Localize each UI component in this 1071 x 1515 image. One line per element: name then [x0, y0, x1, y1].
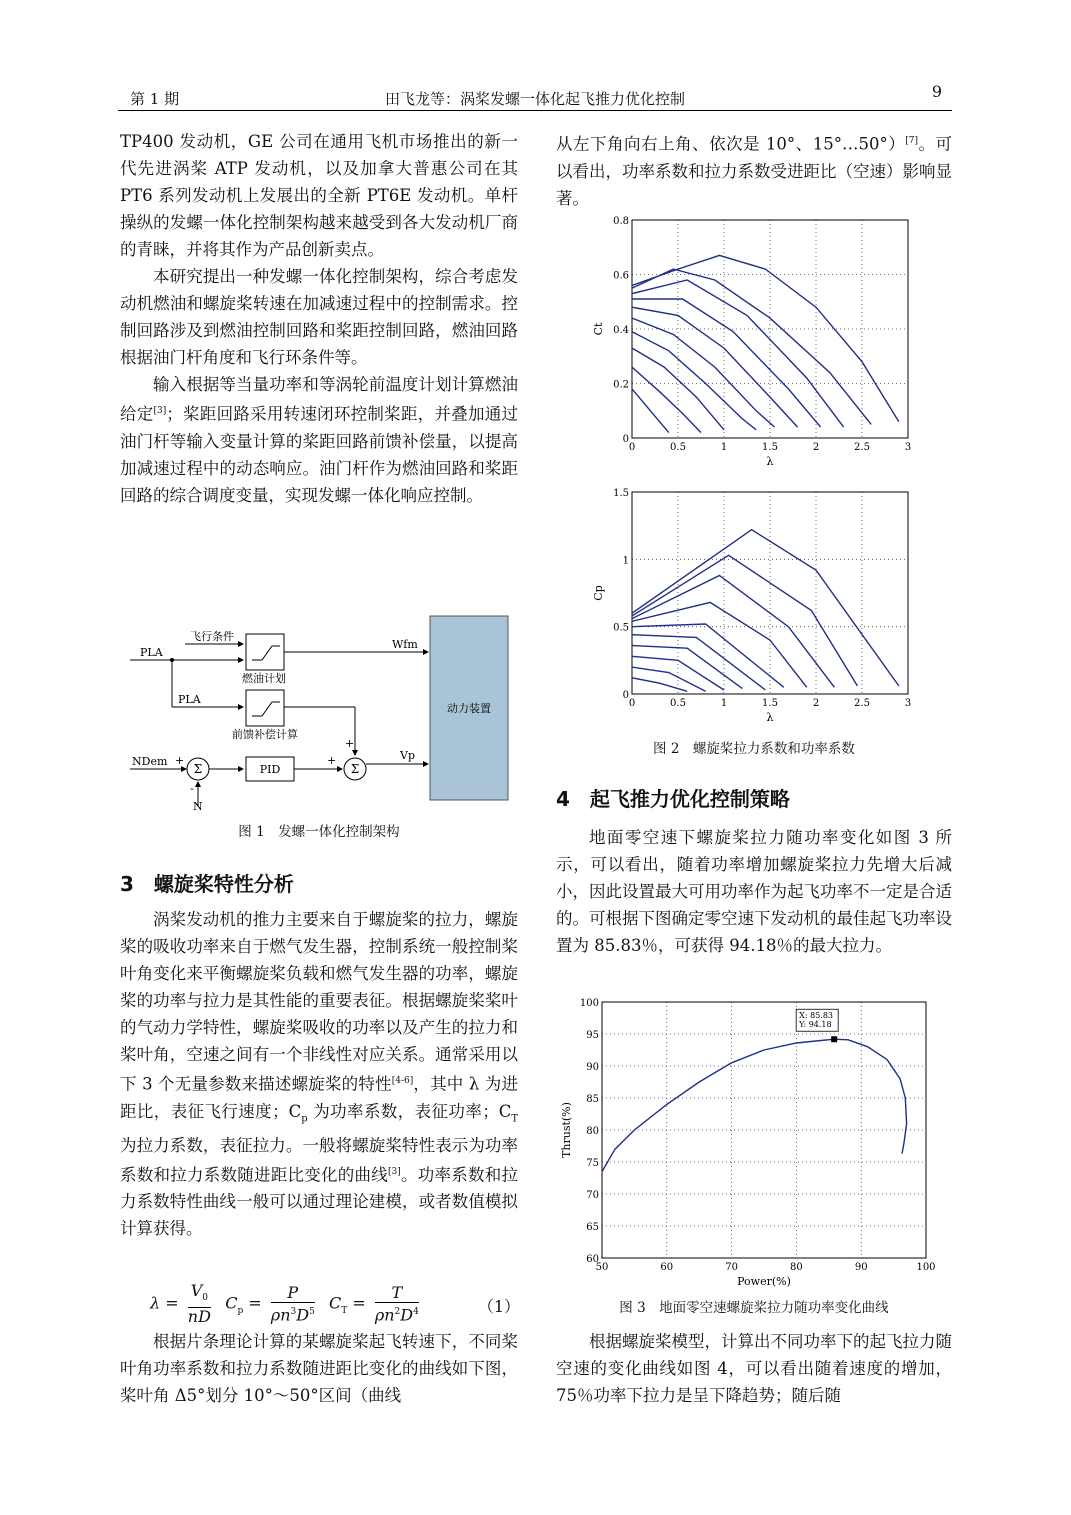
paragraph: 根据片条理论计算的某螺旋桨起飞转速下，不同桨叶角功率系数和拉力系数随进距比变化的曲线如下图，桨叶角 Δ5°划分 10°～50°区间（曲线 [120, 1332, 518, 1405]
minus-sign: - [190, 782, 194, 795]
pla-label-2: PLA [178, 693, 201, 706]
x-tick-label: 2 [812, 442, 820, 453]
feedforward-label: 前馈补偿计算 [232, 728, 298, 741]
y-axis-label: Thrust(%) [560, 1102, 573, 1158]
paragraph [120, 371, 518, 509]
citation: [3] [153, 406, 167, 416]
left-column-top [120, 128, 518, 509]
x-tick-label: 0.5 [670, 442, 686, 453]
citation: [7] [905, 136, 918, 146]
n-label: N [193, 800, 203, 812]
series-line [632, 255, 899, 421]
wfm-label: Wfm [392, 638, 418, 651]
text: 涡桨发动机的推力主要来自于螺旋桨的拉力，螺旋桨的吸收功率来自于燃气发生器，控制系统一般控制桨叶角变化来平衡螺旋桨负载和燃气发生器的功率，螺旋桨的功率与拉力是其性能的重要表征。根据螺旋桨桨叶的气动力学特性，螺旋桨吸收的功率以及产生的拉力和桨叶角，空速之间有一个非线性对应关系。通常采用以下 3 个无量参数来描述螺旋桨的特性 [120, 910, 518, 1094]
series-line [632, 555, 857, 686]
ct-chart [590, 212, 920, 474]
section-3-heading: 3 螺旋桨特性分析 [120, 872, 294, 896]
subscript: p [301, 1112, 308, 1124]
y-tick-label: 60 [586, 1254, 599, 1265]
text: 。可以看出，功率系数和拉力系数受进距比（空速）影响显著。 [556, 134, 953, 208]
paragraph [556, 128, 952, 212]
section-4-heading: 4 起飞推力优化控制策略 [556, 787, 790, 811]
x-tick-label: 0 [628, 442, 636, 453]
x-tick-label: 0 [628, 698, 636, 709]
x-tick-label: 2.5 [854, 698, 870, 709]
y-axis-label: Ct [592, 322, 605, 336]
right-column-body [556, 824, 952, 959]
series-line [602, 1039, 907, 1171]
y-tick-label: 70 [586, 1190, 599, 1201]
y-tick-label: 1.5 [613, 488, 629, 499]
x-tick-label: 3 [904, 698, 912, 709]
x-tick-label: 1 [720, 442, 728, 453]
text: 输入根据等当量功率和等涡轮前温度计划计算燃油给定 [120, 375, 518, 424]
datatip-label: X: 85.83 [799, 1011, 834, 1021]
control-architecture-diagram [130, 612, 515, 812]
x-tick-label: 3 [904, 442, 912, 453]
series-line [632, 269, 871, 424]
plus-sign: + [345, 737, 355, 750]
paragraph: 根据螺旋桨模型，计算出不同功率下的起飞拉力随空速的变化曲线如图 4，可以看出随着速度的增加，75％功率下拉力是呈下降趋势；随后随 [556, 1332, 952, 1405]
right-column-top [556, 128, 952, 212]
text: ，其中 λ 为进距比，表征飞行速度；C [120, 1074, 518, 1121]
x-tick-label: 70 [725, 1262, 738, 1273]
series-line [632, 280, 844, 427]
page-number: 9 [931, 82, 942, 101]
citation: [3] [388, 1166, 401, 1177]
y-tick-label: 65 [586, 1222, 599, 1233]
text: 为功率系数，表征功率；C [307, 1101, 512, 1121]
series-line [632, 678, 687, 692]
x-tick-label: 60 [660, 1262, 674, 1273]
paragraph [120, 906, 518, 1242]
y-tick-label: 0.5 [613, 622, 629, 634]
x-axis-label: λ [766, 711, 774, 724]
plus-sign: + [175, 754, 185, 767]
x-axis-label: Power(%) [737, 1275, 791, 1288]
vp-label: Vp [400, 749, 415, 762]
sigma-symbol: Σ [350, 762, 360, 776]
text: 为拉力系数，表征拉力。一般将螺旋桨特性表示为功率系数和拉力系数随进距比变化的曲线 [120, 1135, 518, 1185]
thrust-power-chart [560, 994, 950, 1292]
equation-1: λ = $\frac{V_0}{nD}$ $C_p$ = $\frac{P}{\rho n^3D^5}$ $C_T$ = $\frac{T}{\rho n^2D^4}$ （1） [150, 1281, 520, 1327]
datatip-label: Y: 94.18 [799, 1020, 832, 1030]
y-tick-label: 0.6 [613, 270, 629, 282]
x-tick-label: 100 [916, 1262, 936, 1273]
series-line [632, 318, 775, 427]
running-title: 田飞龙等：涡桨发螺一体化起飞推力优化控制 [384, 90, 685, 108]
fuel-schedule-block [246, 634, 284, 670]
equation-number: （1） [477, 1297, 520, 1316]
x-tick-label: 90 [854, 1262, 868, 1273]
y-tick-label: 0.2 [613, 379, 629, 391]
x-tick-label: 80 [790, 1262, 803, 1273]
subscript: T [511, 1112, 519, 1124]
sigma-symbol: Σ [193, 762, 203, 776]
page-header [118, 82, 952, 111]
x-axis-label: λ [766, 455, 774, 468]
pid-label: PID [259, 763, 281, 776]
figure-3-caption: 图 3 地面零空速螺旋桨拉力随功率变化曲线 [619, 1300, 889, 1316]
y-tick-label: 75 [586, 1158, 599, 1169]
y-tick-label: 0.8 [613, 216, 629, 227]
flight-condition-label: 飞行条件 [190, 630, 234, 643]
y-tick-label: 1 [622, 555, 629, 567]
x-tick-label: 1.5 [762, 442, 778, 453]
figure-1-caption: 图 1 发螺一体化控制架构 [238, 824, 400, 840]
issue-number: 第 1 期 [130, 90, 180, 108]
left-column-bottom [120, 1328, 518, 1409]
series-line [632, 367, 701, 433]
series-line [632, 530, 899, 686]
plant-label: 动力装置 [447, 702, 491, 715]
y-tick-label: 80 [586, 1126, 599, 1137]
text: 从左下角向右上角、依次是 10°、15°…50°） [556, 134, 906, 154]
ndem-label: NDem [132, 755, 168, 768]
cp-chart [590, 484, 920, 728]
data-marker [831, 1036, 837, 1042]
series-line [632, 602, 807, 687]
text: ；桨距回路采用转速闭环控制桨距，并叠加通过油门杆等输入变量计算的桨距回路前馈补偿量，以提高加减速过程中的动态响应。油门杆作为燃油回路和桨距回路的综合调度变量，实现发螺一体化响应控制。 [120, 404, 519, 505]
y-tick-label: 100 [579, 998, 599, 1009]
y-tick-label: 95 [586, 1030, 599, 1041]
feedforward-block [246, 690, 284, 726]
figure-2-caption: 图 2 螺旋桨拉力系数和功率系数 [653, 741, 855, 757]
y-axis-label: Cp [592, 585, 605, 601]
x-tick-label: 1 [720, 698, 728, 709]
text: 。功率系数和拉力系数特性曲线一般可以通过理论建模，或者数值模拟计算获得。 [120, 1165, 518, 1239]
x-tick-label: 1.5 [762, 698, 778, 709]
x-tick-label: 2.5 [854, 442, 870, 453]
series-line [632, 624, 784, 687]
fuel-schedule-label: 燃油计划 [242, 672, 286, 685]
series-line [632, 332, 756, 430]
left-column-body [120, 906, 518, 1242]
x-tick-label: 50 [595, 1262, 609, 1273]
right-column-bottom [556, 1328, 952, 1409]
citation: [4-6] [391, 1076, 414, 1086]
x-tick-label: 0.5 [670, 698, 686, 709]
y-tick-label: 90 [586, 1062, 599, 1073]
pla-label: PLA [140, 646, 163, 659]
y-tick-label: 0 [622, 690, 629, 701]
y-tick-label: 85 [586, 1094, 599, 1105]
paragraph: 地面零空速下螺旋桨拉力随功率变化如图 3 所示，可以看出，随着功率增加螺旋桨拉力先增大后减小，因此设置最大可用功率作为起飞功率不一定是合适的。可根据下图确定零空速下发动机的最佳起飞功率设置为 85.83％，可获得 94.18％的最大拉力。 [556, 828, 952, 955]
plus-sign: + [327, 754, 337, 767]
paragraph: 本研究提出一种发螺一体化控制架构，综合考虑发动机燃油和螺旋桨转速在加减速过程中的控制需求。控制回路涉及到燃油控制回路和桨距控制回路，燃油回路根据油门杆角度和飞行环条件等。 [120, 267, 518, 367]
y-tick-label: 0 [622, 434, 629, 445]
paragraph: TP400 发动机，GE 公司在通用飞机市场推出的新一代先进涡桨 ATP 发动机，以及加拿大普惠公司在其 PT6 系列发动机上发展出的全新 PT6E 发动机。单杆操纵的发螺一体化控制架构越来越受到各大发动机厂商的青睐，并将其作为产品创新卖点。 [120, 132, 518, 259]
y-tick-label: 0.4 [613, 325, 629, 336]
x-tick-label: 2 [812, 698, 820, 709]
